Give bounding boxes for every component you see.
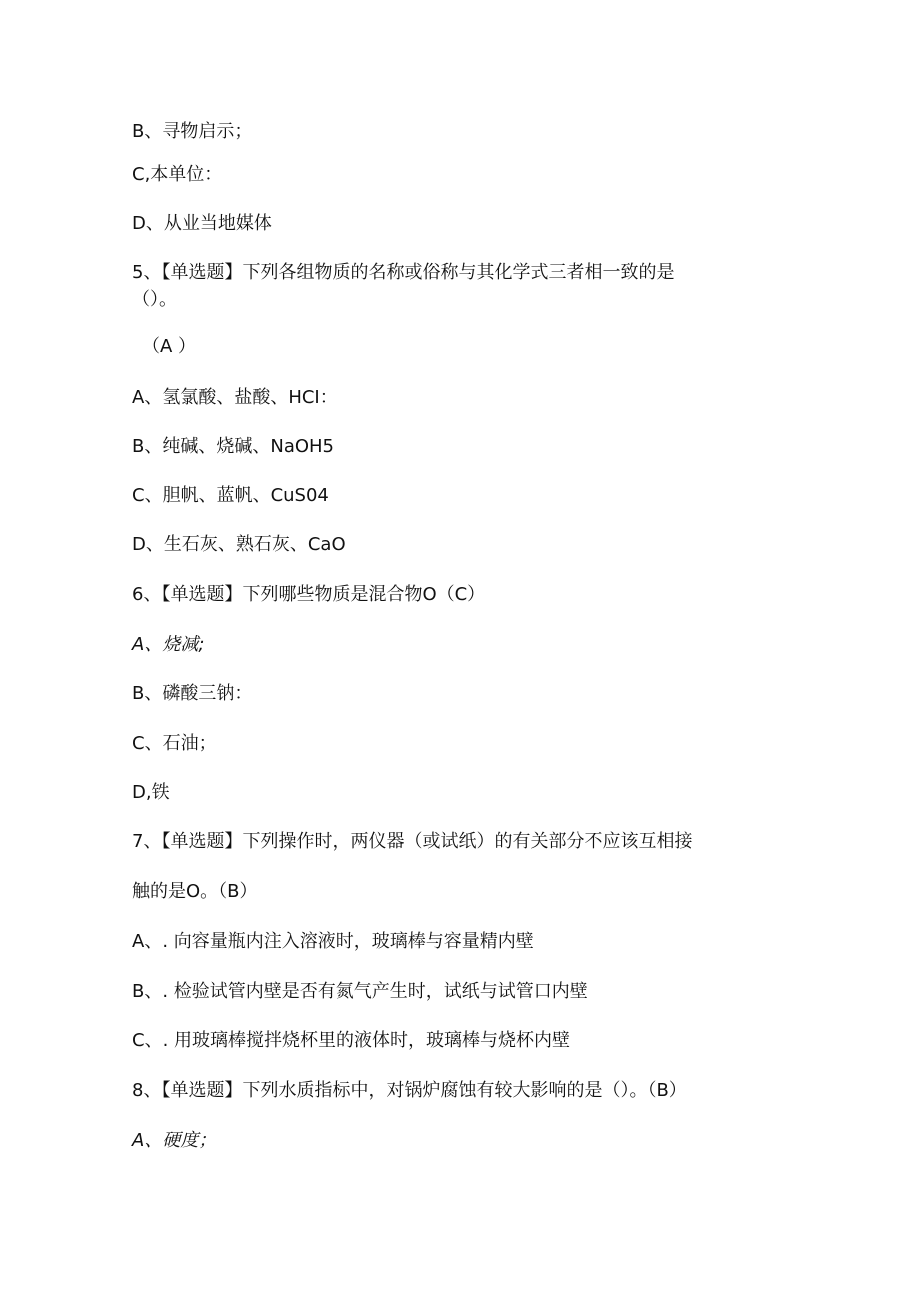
option-a-q5: A、氢氯酸、盐酸、HCI： xyxy=(132,387,338,408)
option-d-q6: D,铁 xyxy=(132,782,170,803)
question-7: 7、【单选题】下列操作时，两仪器（或试纸）的有关部分不应该互相接 xyxy=(132,831,693,852)
option-c-q4: C,本单位： xyxy=(132,164,223,185)
option-c-q6: C、石油； xyxy=(132,733,217,754)
option-d-q4: D、从业当地媒体 xyxy=(132,213,272,234)
option-c-q7: C、. 用玻璃棒搅拌烧杯里的液体时，玻璃棒与烧杯内壁 xyxy=(132,1030,571,1051)
option-b-q5: B、纯碱、烧碱、NaOH5 xyxy=(132,436,334,457)
question-5-blank: （）。 xyxy=(132,289,177,310)
option-b-q4: B、寻物启示； xyxy=(132,121,253,142)
option-b-q6: B、磷酸三钠： xyxy=(132,683,253,704)
option-d-q5: D、生石灰、熟石灰、CaO xyxy=(132,534,346,555)
option-a-q7: A、. 向容量瓶内注入溶液时，玻璃棒与容量精内壁 xyxy=(132,931,534,952)
option-c-q5: C、胆帆、蓝帆、CuS04 xyxy=(132,485,329,506)
question-8: 8、【单选题】下列水质指标中，对锅炉腐蚀有较大影响的是（）。（B） xyxy=(132,1080,687,1101)
question-5: 5、【单选题】下列各组物质的名称或俗称与其化学式三者相一致的是 xyxy=(132,262,675,283)
question-7-continued: 触的是O。（B） xyxy=(132,881,258,902)
option-a-q6: A、烧减; xyxy=(132,634,205,655)
option-a-q8: A、硬度； xyxy=(132,1130,217,1151)
question-6: 6、【单选题】下列哪些物质是混合物O（C） xyxy=(132,584,486,605)
answer-5: （A ） xyxy=(142,336,197,357)
option-b-q7: B、. 检验试管内壁是否有氮气产生时，试纸与试管口内壁 xyxy=(132,981,588,1002)
